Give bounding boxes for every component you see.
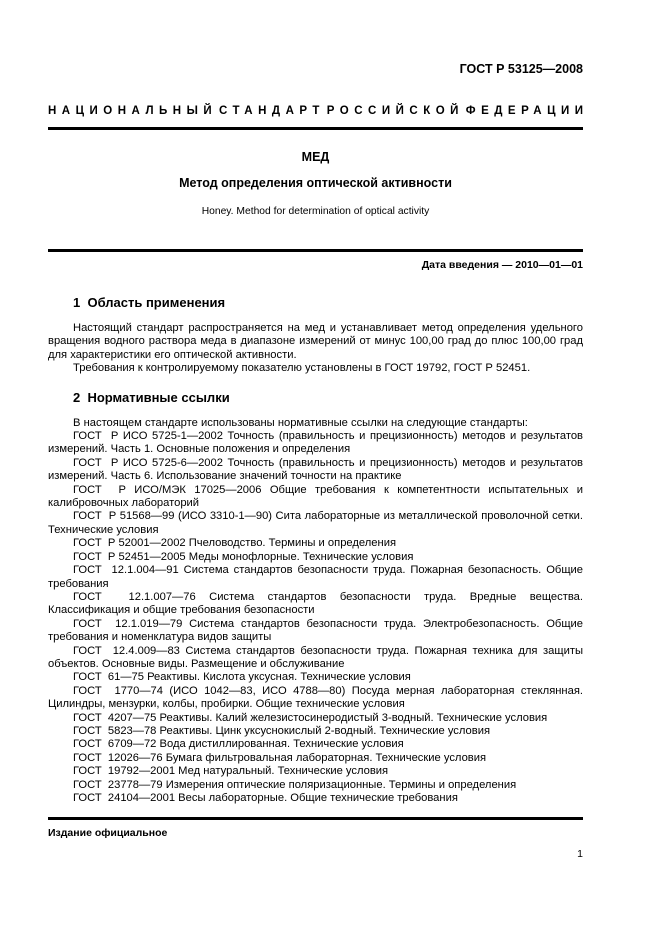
page-content bbox=[48, 0, 589, 805]
reference-item: ГОСТ Р 51568—99 (ИСО 3310-1—90) Сита лабораторные из металлической проволочной сетки. Технические условия bbox=[48, 510, 583, 536]
reference-item: ГОСТ Р ИСО 5725-1—2002 Точность (правильность и прецизионность) методов и результатов измерений. Часть 1. Основные положения и определения bbox=[48, 430, 583, 456]
reference-item: ГОСТ 12026—76 Бумага фильтровальная лабораторная. Технические условия bbox=[73, 751, 487, 764]
doc-number: ГОСТ Р 53125—2008 bbox=[459, 62, 583, 76]
section-heading: 2 Нормативные ссылки bbox=[73, 389, 230, 405]
reference-item: ГОСТ Р ИСО/МЭК 17025—2006 Общие требования к компетентности испытательных и калибровочных лабораторий bbox=[48, 483, 583, 510]
section-normative-references bbox=[48, 390, 583, 806]
page-number: 1 bbox=[577, 848, 583, 860]
section-scope bbox=[48, 295, 583, 376]
paragraph: Настоящий стандарт распространяется на мед и устанавливает метод определения удельного вращения водного раствора меда в диапазоне измерений от минус 100,00 град до плюс 100,00 град для характеристики его оптической активности. bbox=[48, 322, 583, 361]
reference-item: ГОСТ 1770—74 (ИСО 1042—83, ИСО 4788—80) Посуда мерная лабораторная стеклянная. Цилиндры, мензурки, колбы, пробирки. Общие технические условия bbox=[48, 684, 583, 711]
footer-rule bbox=[48, 817, 583, 820]
paragraph: Требования к контролируемому показателю установлены в ГОСТ 19792, ГОСТ Р 52451. bbox=[73, 362, 531, 375]
reference-item: ГОСТ 12.4.009—83 Система стандартов безопасности труда. Пожарная техника для защиты объектов. Основные виды. Размещение и обслуживание bbox=[48, 644, 583, 670]
document-title: МЕД bbox=[301, 150, 330, 164]
reference-item: ГОСТ 4207—75 Реактивы. Калий железистосинеродистый 3-водный. Технические условия bbox=[73, 711, 548, 724]
reference-item: ГОСТ 5823—78 Реактивы. Цинк уксуснокислый 2-водный. Технические условия bbox=[73, 724, 491, 737]
reference-item: ГОСТ 61—75 Реактивы. Кислота уксусная. Технические условия bbox=[73, 671, 411, 684]
reference-item: ГОСТ Р ИСО 5725-6—2002 Точность (правильность и прецизионность) методов и результатов измерений. Часть 6. Использование значений точности на практике bbox=[48, 456, 583, 483]
page-footer bbox=[48, 817, 583, 860]
reference-item: ГОСТ 12.1.007—76 Система стандартов безопасности труда. Вредные вещества. Классификация и общие требования безопасности bbox=[48, 590, 583, 617]
reference-item: ГОСТ 6709—72 Вода дистиллированная. Технические условия bbox=[73, 738, 404, 751]
reference-item: ГОСТ Р 52001—2002 Пчеловодство. Термины и определения bbox=[73, 537, 397, 550]
section-heading: 1 Область применения bbox=[73, 295, 226, 310]
banner-word: СТАНДАРТ bbox=[218, 105, 325, 117]
document-subtitle-english: Honey. Method for determination of optical activity bbox=[201, 206, 430, 217]
effective-date: Дата введения — 2010—01—01 bbox=[421, 259, 583, 271]
banner-word: ФЕДЕРАЦИИ bbox=[465, 105, 589, 117]
date-rule bbox=[48, 249, 583, 252]
paragraph: В настоящем стандарте использованы нормативные ссылки на следующие стандарты: bbox=[73, 416, 528, 429]
reference-item: ГОСТ 23778—79 Измерения оптические поляризационные. Термины и определения bbox=[73, 778, 517, 791]
reference-item: ГОСТ 19792—2001 Мед натуральный. Технические условия bbox=[73, 765, 389, 778]
document-subtitle: Метод определения оптической активности bbox=[179, 176, 452, 190]
edition-label: Издание официальное bbox=[48, 827, 168, 839]
standard-banner bbox=[48, 105, 589, 118]
reference-item: ГОСТ 12.1.019—79 Система стандартов безопасности труда. Электробезопасность. Общие требования и номенклатура видов защиты bbox=[48, 617, 583, 644]
banner-word: РОССИЙСКОЙ bbox=[326, 105, 464, 117]
reference-item: ГОСТ Р 52451—2005 Меды монофлорные. Технические условия bbox=[73, 550, 414, 563]
header-rule bbox=[48, 127, 583, 130]
banner-word: НАЦИОНАЛЬНЫЙ bbox=[48, 105, 218, 117]
reference-item: ГОСТ 24104—2001 Весы лабораторные. Общие технические требования bbox=[73, 792, 458, 804]
reference-item: ГОСТ 12.1.004—91 Система стандартов безопасности труда. Пожарная безопасность. Общие требования bbox=[48, 564, 583, 590]
